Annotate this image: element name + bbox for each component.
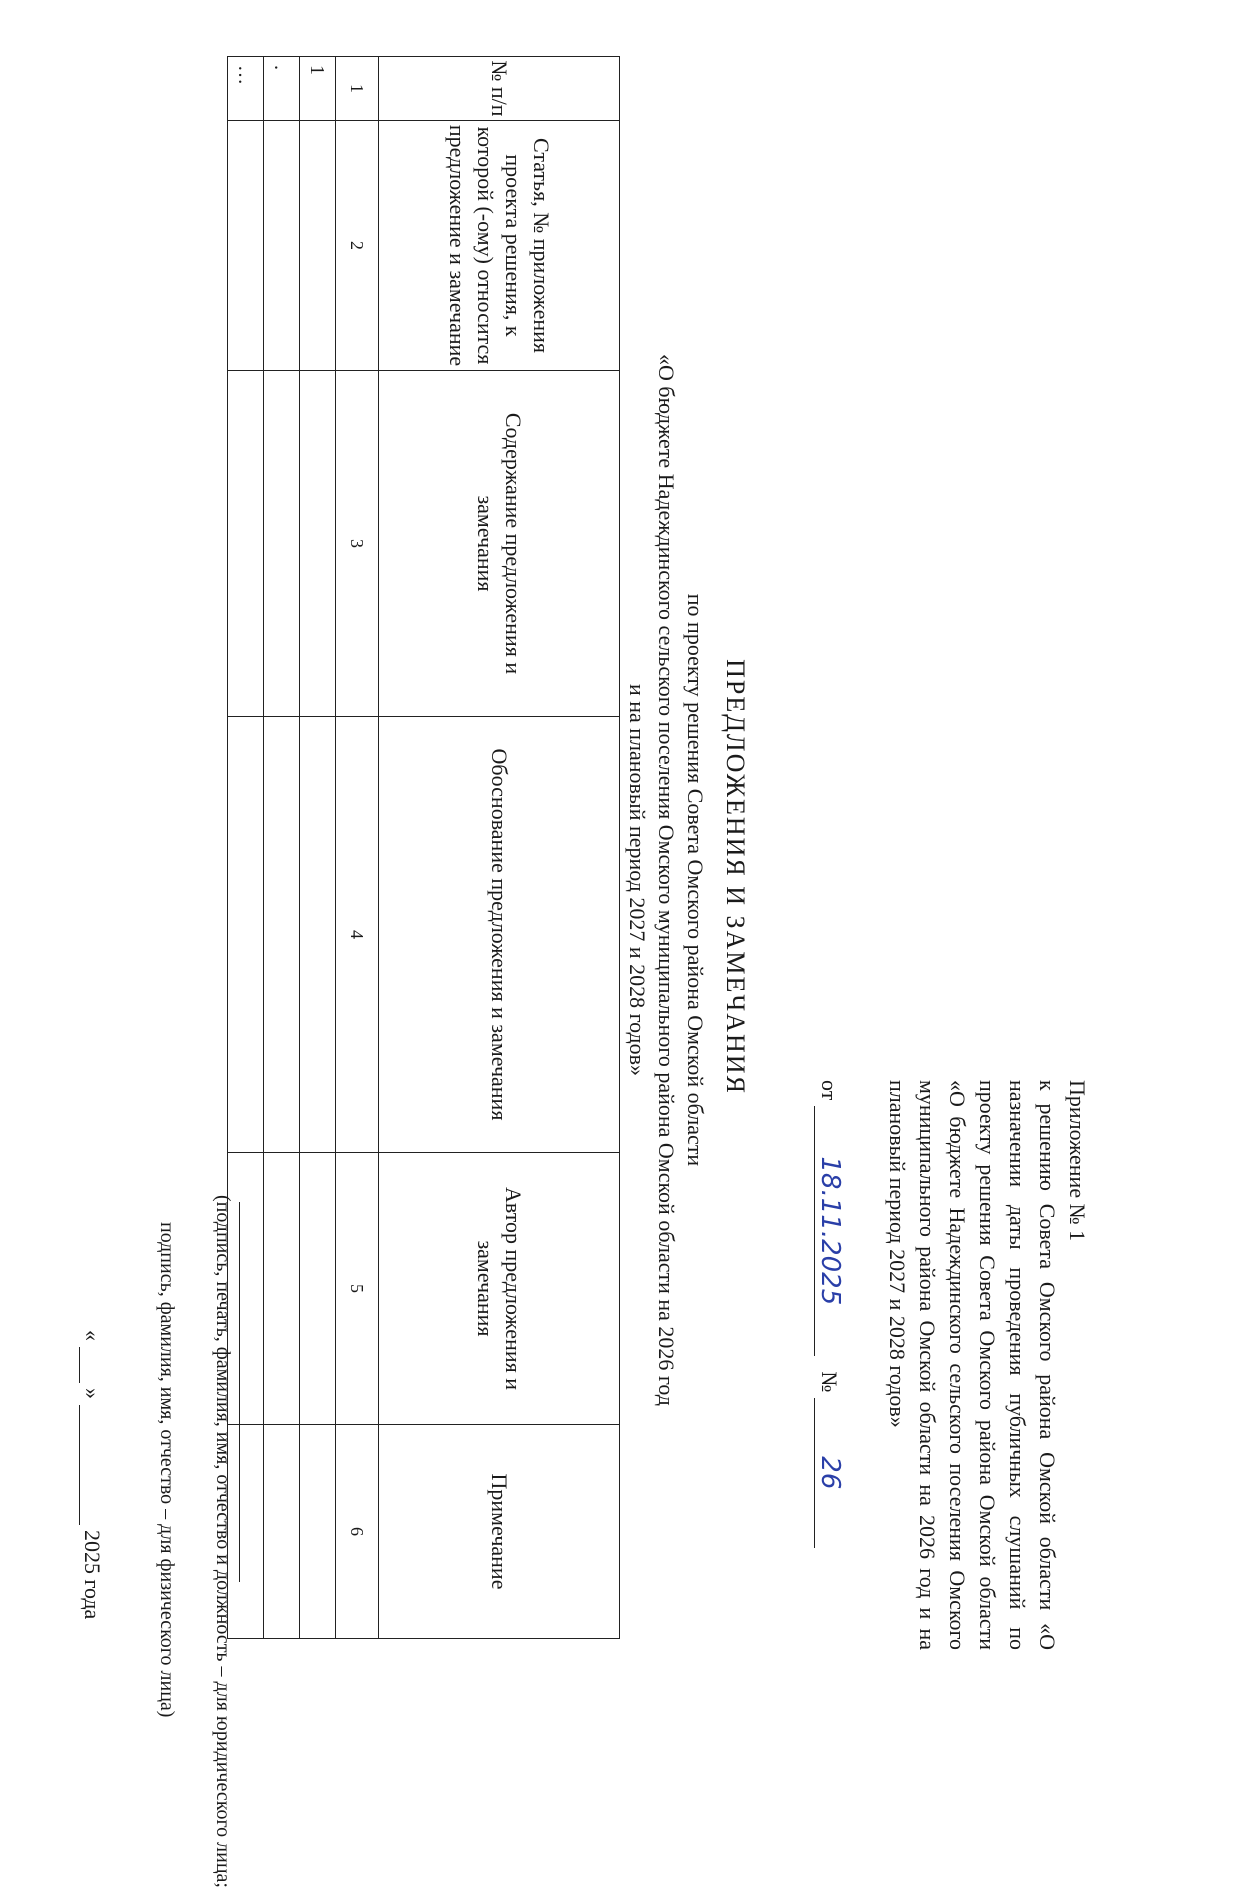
header-cell: Статья, № приложения проекта решения, к которой (-ому) относится предложение и замечание — [379, 121, 620, 371]
table-cell — [264, 371, 300, 717]
document-subtitle-3: и на плановый период 2027 и 2028 годов» — [625, 683, 650, 1077]
column-number: 6 — [336, 1425, 379, 1639]
header-cell: Примечание — [379, 1425, 620, 1639]
header-cell: Обоснование предложения и замечания — [379, 717, 620, 1153]
table-cell — [300, 371, 336, 717]
table-row — [300, 57, 336, 1639]
table-cell: … — [228, 57, 264, 121]
header-cell: Содержание предложения и замечания — [379, 371, 620, 717]
footer-date-line — [79, 1330, 106, 1619]
date-open-quote: « — [80, 1330, 105, 1341]
appendix-block — [882, 1080, 1092, 1650]
column-number: 4 — [336, 717, 379, 1153]
table-cell: . — [264, 57, 300, 121]
column-number: 2 — [336, 121, 379, 371]
date-close-quote: » — [80, 1388, 105, 1399]
document-title: ПРЕДЛОЖЕНИЯ И ЗАМЕЧАНИЯ — [721, 659, 750, 1095]
year-text: 2025 года — [80, 1530, 105, 1620]
document-subtitle-1: по проекту решения Совета Омского района Омской области — [683, 593, 708, 1167]
registration-line — [814, 1080, 845, 1548]
signature-line — [239, 1202, 240, 1582]
handwritten-date: 18.11.2025 — [815, 1156, 845, 1306]
from-label: от — [817, 1080, 842, 1101]
table-cell — [300, 1153, 336, 1425]
number-field — [814, 1398, 845, 1548]
table-cell — [300, 717, 336, 1153]
document-subtitle-2: «О бюджете Надеждинского сельского поселения Омского муниципального района Омской области на 2026 год — [654, 354, 679, 1406]
day-blank — [79, 1347, 106, 1383]
month-blank — [79, 1405, 106, 1525]
table-cell — [228, 121, 264, 371]
header-cell: Автор предложения и замечания — [379, 1153, 620, 1425]
appendix-title: Приложение № 1 — [1065, 1080, 1090, 1242]
table-cell — [264, 121, 300, 371]
table-cell — [228, 371, 264, 717]
table-cell — [264, 1425, 300, 1639]
handwritten-number: 26 — [815, 1456, 845, 1490]
table-cell — [300, 1425, 336, 1639]
proposals-table — [227, 56, 620, 1639]
signature-caption-1: (подпись, печать, фамилия, имя, отчество и должность – для юридического лица; — [212, 1195, 234, 1888]
table-cell — [264, 717, 300, 1153]
column-number: 1 — [336, 57, 379, 121]
column-number-row — [336, 57, 379, 1639]
column-number: 5 — [336, 1153, 379, 1425]
table-header-row — [379, 57, 620, 1639]
column-number: 3 — [336, 371, 379, 717]
table-cell: 1 — [300, 57, 336, 121]
table-cell — [228, 717, 264, 1153]
table-row — [264, 57, 300, 1639]
number-label: № — [817, 1371, 842, 1393]
date-field — [814, 1106, 845, 1356]
table-cell — [264, 1153, 300, 1425]
signature-caption-2: подпись, фамилия, имя, отчество – для физического лица) — [156, 1222, 178, 1718]
table-cell — [300, 121, 336, 371]
appendix-body: к решению Совета Омского района Омской области «О назначении даты проведения публичных слушаний по проекту решения Совета Омского района Омской области «О бюджете Надеждинского сельского поселения Омского муниципального района Омской области на 2026 год и на плановый период 2027 и 2028 годов» — [885, 1080, 1060, 1650]
header-cell: № п/п — [379, 57, 620, 121]
